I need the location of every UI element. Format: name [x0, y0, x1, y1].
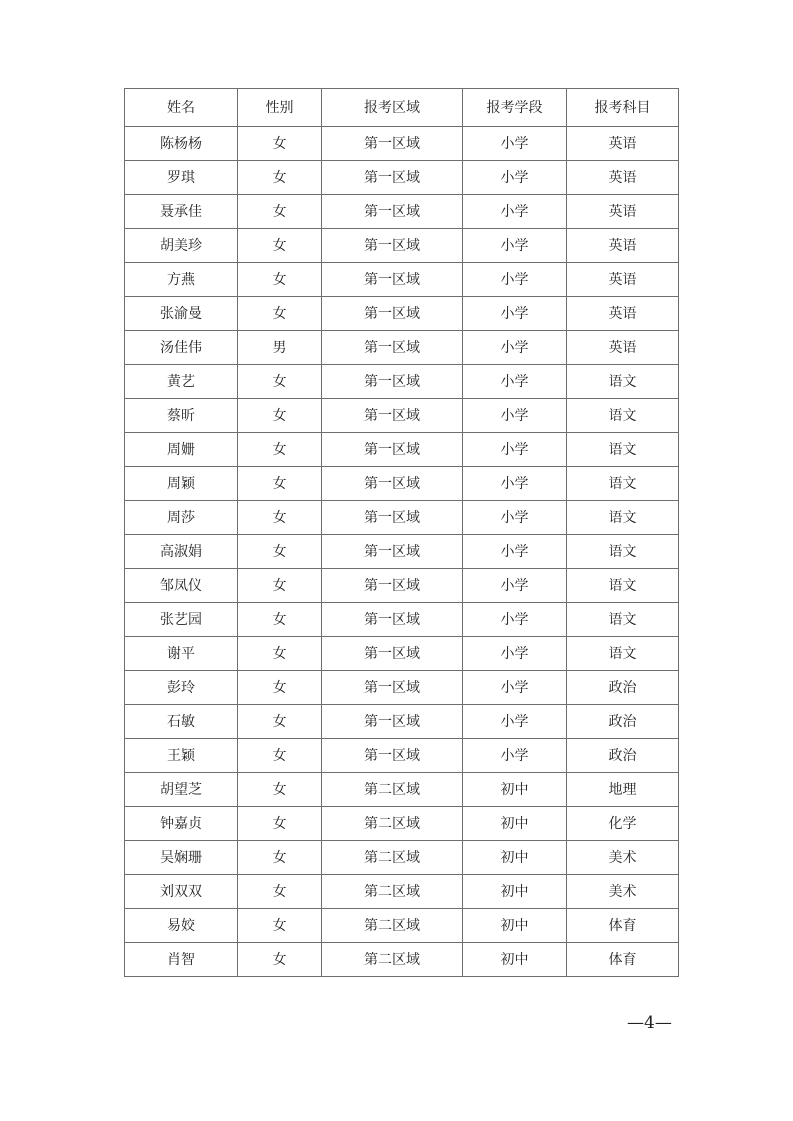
region-cell: 第一区域 — [322, 195, 463, 229]
name-cell: 周姗 — [125, 433, 238, 467]
stage-cell: 初中 — [463, 875, 567, 909]
stage-cell: 初中 — [463, 773, 567, 807]
subject-cell: 英语 — [567, 263, 679, 297]
stage-cell: 小学 — [463, 535, 567, 569]
name-cell: 方燕 — [125, 263, 238, 297]
name-cell: 陈杨杨 — [125, 127, 238, 161]
table-row — [125, 875, 679, 909]
subject-cell: 语文 — [567, 467, 679, 501]
gender-cell: 女 — [238, 569, 322, 603]
region-cell: 第一区域 — [322, 127, 463, 161]
subject-cell: 语文 — [567, 365, 679, 399]
stage-cell: 小学 — [463, 603, 567, 637]
subject-cell: 体育 — [567, 909, 679, 943]
subject-cell: 地理 — [567, 773, 679, 807]
region-cell: 第二区域 — [322, 773, 463, 807]
name-cell: 汤佳伟 — [125, 331, 238, 365]
table-row — [125, 943, 679, 977]
gender-cell: 女 — [238, 671, 322, 705]
stage-cell: 小学 — [463, 127, 567, 161]
table-row — [125, 705, 679, 739]
subject-cell: 美术 — [567, 841, 679, 875]
gender-cell: 女 — [238, 467, 322, 501]
stage-cell: 小学 — [463, 195, 567, 229]
subject-cell: 语文 — [567, 399, 679, 433]
gender-cell: 女 — [238, 127, 322, 161]
gender-cell: 女 — [238, 705, 322, 739]
table-row — [125, 841, 679, 875]
gender-cell: 女 — [238, 943, 322, 977]
table-row — [125, 569, 679, 603]
region-cell: 第一区域 — [322, 535, 463, 569]
gender-cell: 女 — [238, 365, 322, 399]
name-cell: 罗琪 — [125, 161, 238, 195]
region-cell: 第一区域 — [322, 501, 463, 535]
region-cell: 第二区域 — [322, 943, 463, 977]
subject-cell: 英语 — [567, 229, 679, 263]
name-cell: 邹凤仪 — [125, 569, 238, 603]
region-cell: 第一区域 — [322, 603, 463, 637]
stage-cell: 小学 — [463, 263, 567, 297]
gender-cell: 女 — [238, 399, 322, 433]
region-cell: 第一区域 — [322, 365, 463, 399]
page-number: —4— — [627, 1013, 672, 1033]
table-row — [125, 671, 679, 705]
header-gender: 性别 — [238, 89, 322, 127]
subject-cell: 政治 — [567, 671, 679, 705]
name-cell: 谢平 — [125, 637, 238, 671]
subject-cell: 英语 — [567, 297, 679, 331]
gender-cell: 女 — [238, 637, 322, 671]
table-row — [125, 365, 679, 399]
stage-cell: 初中 — [463, 841, 567, 875]
table-row — [125, 331, 679, 365]
region-cell: 第一区域 — [322, 569, 463, 603]
region-cell: 第一区域 — [322, 433, 463, 467]
subject-cell: 语文 — [567, 603, 679, 637]
header-name: 姓名 — [125, 89, 238, 127]
region-cell: 第一区域 — [322, 739, 463, 773]
stage-cell: 小学 — [463, 467, 567, 501]
name-cell: 胡望芝 — [125, 773, 238, 807]
subject-cell: 语文 — [567, 569, 679, 603]
name-cell: 吴娴珊 — [125, 841, 238, 875]
gender-cell: 女 — [238, 807, 322, 841]
subject-cell: 英语 — [567, 161, 679, 195]
roster-table — [124, 88, 679, 977]
region-cell: 第一区域 — [322, 263, 463, 297]
name-cell: 高淑娟 — [125, 535, 238, 569]
stage-cell: 小学 — [463, 297, 567, 331]
table-row — [125, 535, 679, 569]
table-row — [125, 909, 679, 943]
stage-cell: 小学 — [463, 331, 567, 365]
stage-cell: 小学 — [463, 705, 567, 739]
gender-cell: 女 — [238, 195, 322, 229]
table-row — [125, 195, 679, 229]
region-cell: 第一区域 — [322, 331, 463, 365]
subject-cell: 语文 — [567, 637, 679, 671]
name-cell: 胡美珍 — [125, 229, 238, 263]
header-region: 报考区域 — [322, 89, 463, 127]
name-cell: 石敏 — [125, 705, 238, 739]
region-cell: 第二区域 — [322, 875, 463, 909]
gender-cell: 女 — [238, 739, 322, 773]
stage-cell: 小学 — [463, 569, 567, 603]
table-row — [125, 229, 679, 263]
name-cell: 刘双双 — [125, 875, 238, 909]
header-stage: 报考学段 — [463, 89, 567, 127]
stage-cell: 小学 — [463, 739, 567, 773]
gender-cell: 女 — [238, 875, 322, 909]
region-cell: 第一区域 — [322, 161, 463, 195]
stage-cell: 小学 — [463, 501, 567, 535]
table-row — [125, 127, 679, 161]
name-cell: 易姣 — [125, 909, 238, 943]
stage-cell: 小学 — [463, 433, 567, 467]
gender-cell: 女 — [238, 501, 322, 535]
subject-cell: 政治 — [567, 739, 679, 773]
subject-cell: 英语 — [567, 127, 679, 161]
name-cell: 彭玲 — [125, 671, 238, 705]
table-row — [125, 739, 679, 773]
table-header — [125, 89, 679, 127]
table-row — [125, 603, 679, 637]
region-cell: 第一区域 — [322, 637, 463, 671]
stage-cell: 初中 — [463, 909, 567, 943]
name-cell: 王颖 — [125, 739, 238, 773]
gender-cell: 男 — [238, 331, 322, 365]
stage-cell: 小学 — [463, 365, 567, 399]
name-cell: 周莎 — [125, 501, 238, 535]
gender-cell: 女 — [238, 263, 322, 297]
table-row — [125, 161, 679, 195]
gender-cell: 女 — [238, 909, 322, 943]
region-cell: 第一区域 — [322, 467, 463, 501]
gender-cell: 女 — [238, 841, 322, 875]
subject-cell: 语文 — [567, 433, 679, 467]
gender-cell: 女 — [238, 297, 322, 331]
table-row — [125, 637, 679, 671]
subject-cell: 语文 — [567, 535, 679, 569]
table-body — [125, 127, 679, 977]
stage-cell: 初中 — [463, 943, 567, 977]
stage-cell: 小学 — [463, 671, 567, 705]
name-cell: 聂承佳 — [125, 195, 238, 229]
name-cell: 张渝曼 — [125, 297, 238, 331]
region-cell: 第一区域 — [322, 705, 463, 739]
name-cell: 肖智 — [125, 943, 238, 977]
gender-cell: 女 — [238, 229, 322, 263]
stage-cell: 小学 — [463, 229, 567, 263]
name-cell: 钟嘉贞 — [125, 807, 238, 841]
region-cell: 第二区域 — [322, 909, 463, 943]
stage-cell: 小学 — [463, 399, 567, 433]
subject-cell: 政治 — [567, 705, 679, 739]
stage-cell: 初中 — [463, 807, 567, 841]
gender-cell: 女 — [238, 433, 322, 467]
table-row — [125, 263, 679, 297]
region-cell: 第二区域 — [322, 841, 463, 875]
subject-cell: 体育 — [567, 943, 679, 977]
stage-cell: 小学 — [463, 637, 567, 671]
region-cell: 第二区域 — [322, 807, 463, 841]
table-row — [125, 297, 679, 331]
gender-cell: 女 — [238, 603, 322, 637]
region-cell: 第一区域 — [322, 399, 463, 433]
subject-cell: 英语 — [567, 195, 679, 229]
name-cell: 蔡昕 — [125, 399, 238, 433]
subject-cell: 英语 — [567, 331, 679, 365]
gender-cell: 女 — [238, 161, 322, 195]
table-row — [125, 399, 679, 433]
name-cell: 黄艺 — [125, 365, 238, 399]
subject-cell: 语文 — [567, 501, 679, 535]
subject-cell: 化学 — [567, 807, 679, 841]
gender-cell: 女 — [238, 535, 322, 569]
region-cell: 第一区域 — [322, 297, 463, 331]
header-row — [125, 89, 679, 127]
region-cell: 第一区域 — [322, 229, 463, 263]
table-row — [125, 773, 679, 807]
table-row — [125, 433, 679, 467]
table-row — [125, 467, 679, 501]
gender-cell: 女 — [238, 773, 322, 807]
name-cell: 张艺园 — [125, 603, 238, 637]
header-subject: 报考科目 — [567, 89, 679, 127]
name-cell: 周颖 — [125, 467, 238, 501]
region-cell: 第一区域 — [322, 671, 463, 705]
subject-cell: 美术 — [567, 875, 679, 909]
table-row — [125, 807, 679, 841]
stage-cell: 小学 — [463, 161, 567, 195]
table-row — [125, 501, 679, 535]
